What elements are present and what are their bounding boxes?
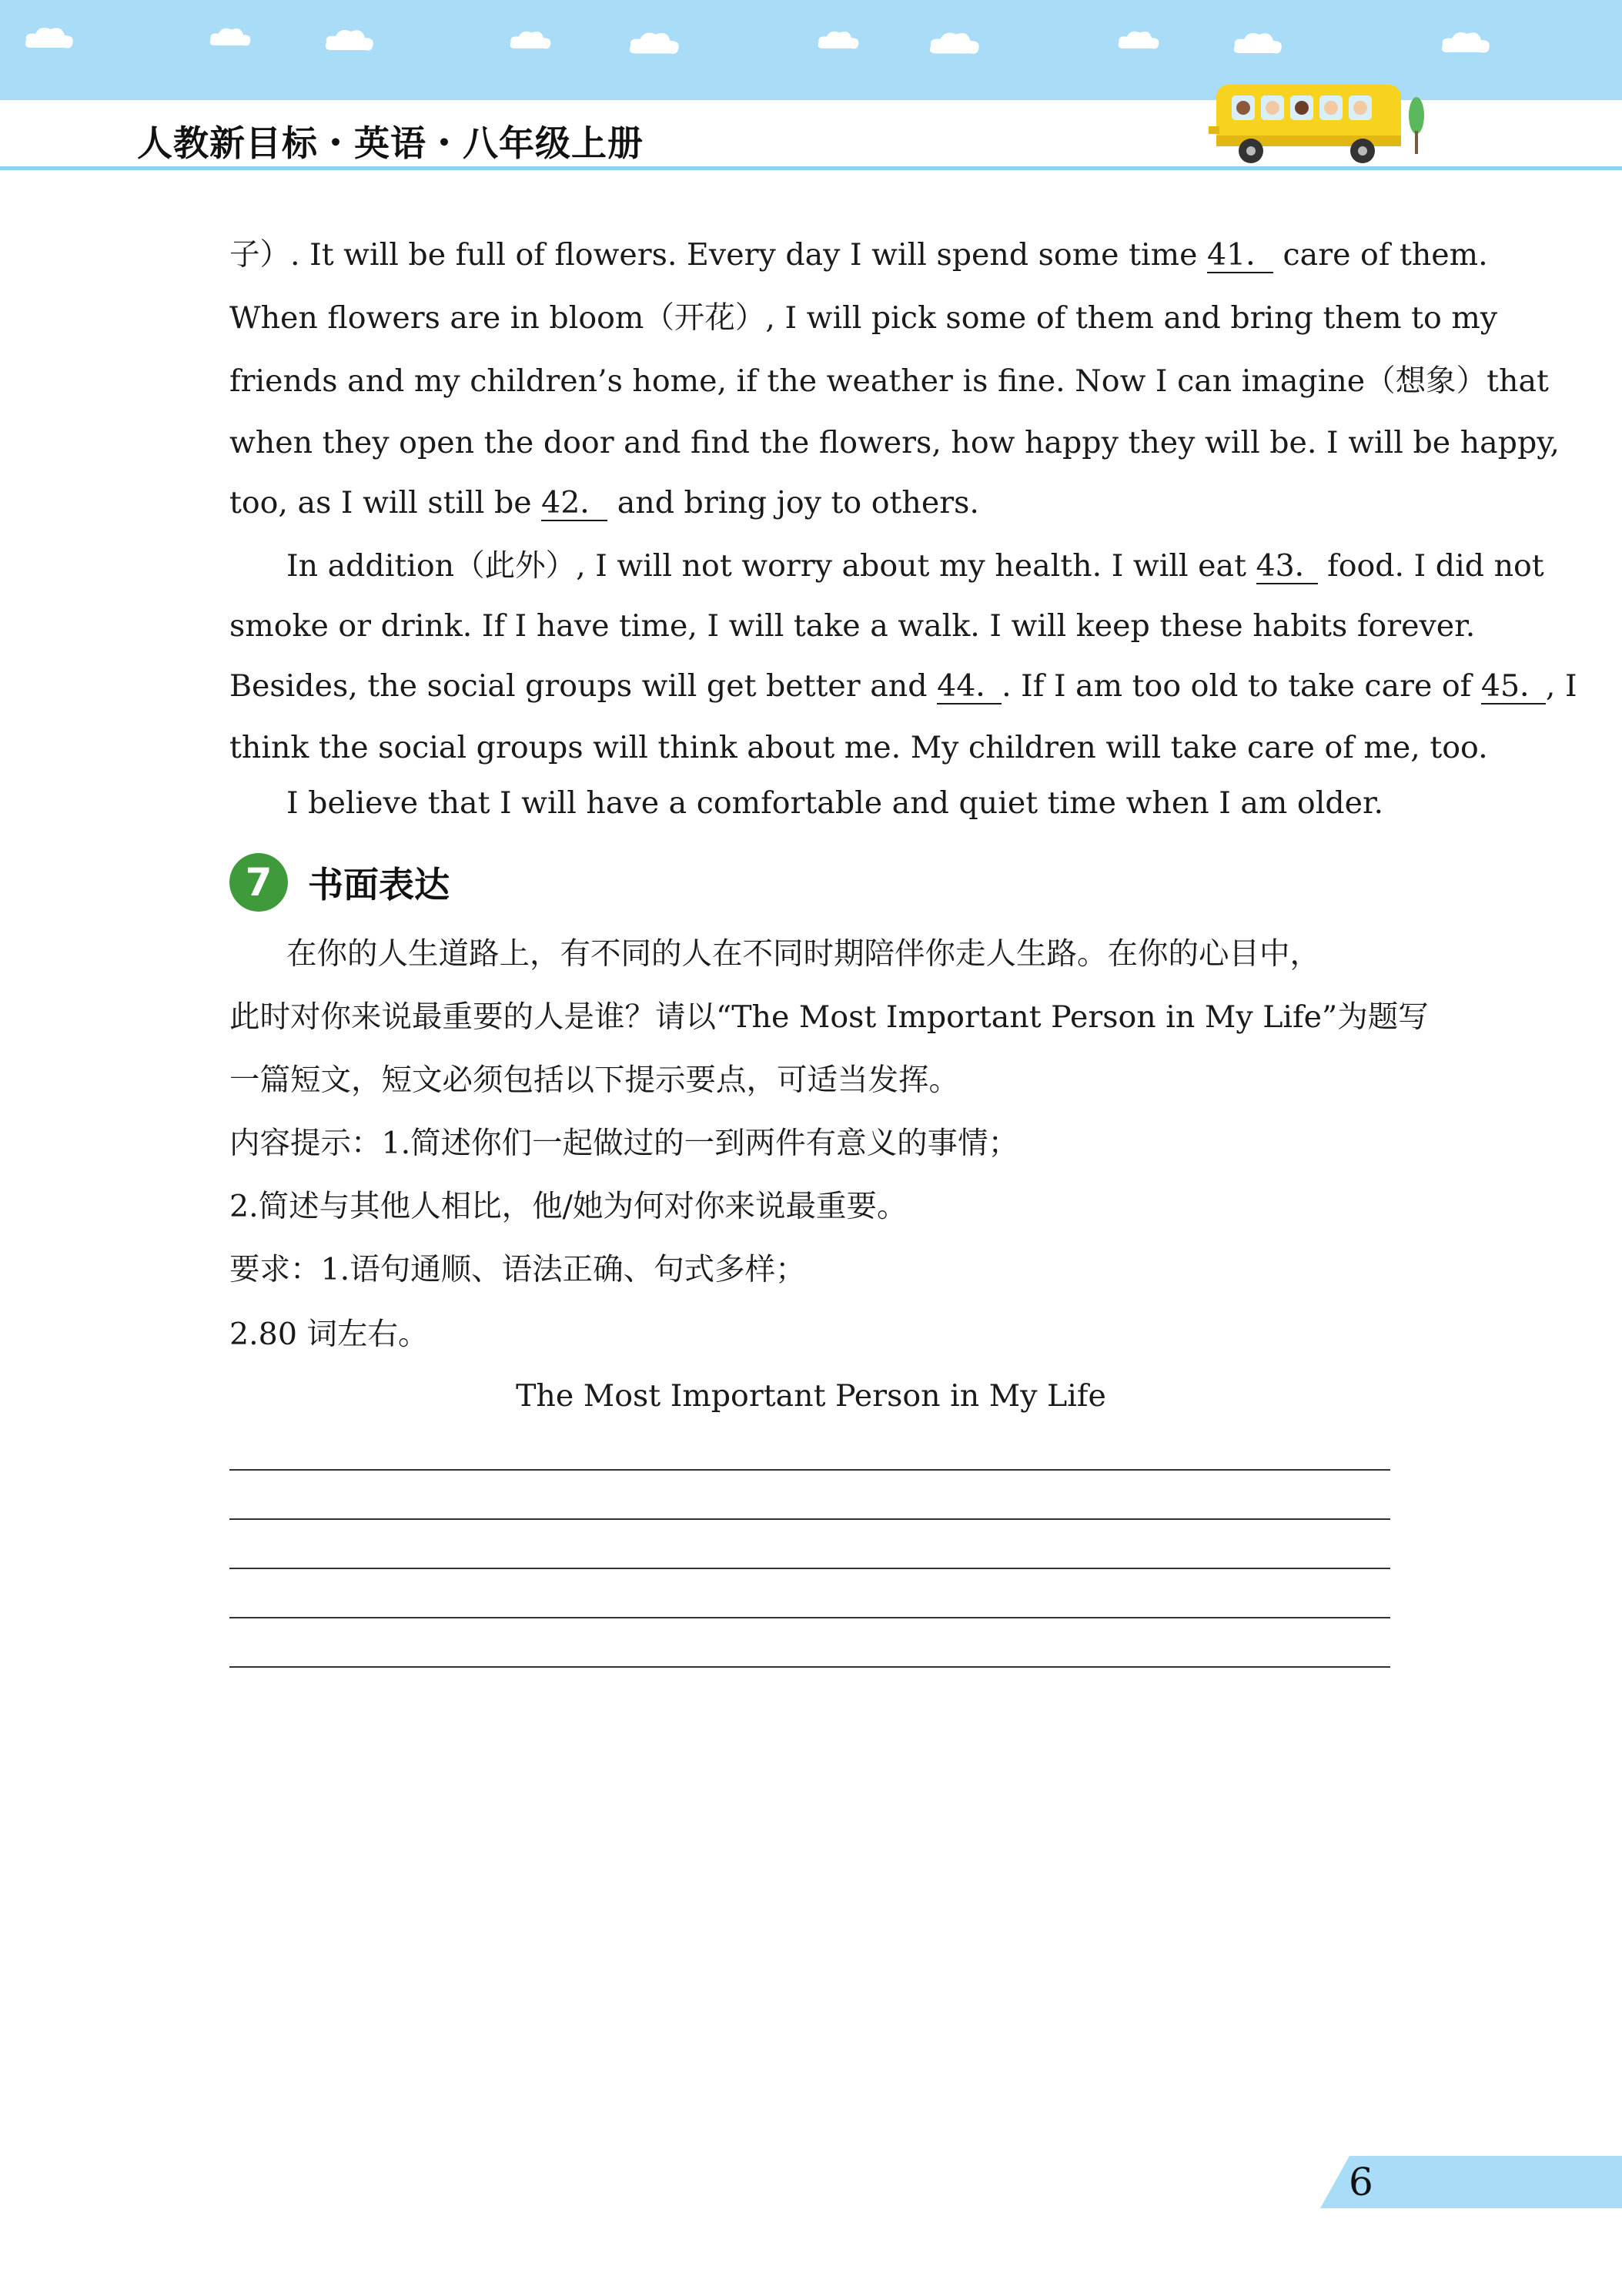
blank-45[interactable]: 45． [1480, 668, 1550, 704]
section-number-badge: 7 [229, 853, 288, 912]
instruction-line: 2.80 词左右。 [229, 1317, 429, 1352]
blank-41[interactable]: 41． [1207, 237, 1276, 273]
passage-line: think the social groups will think about me. My children will take care of me, too. [229, 730, 1488, 765]
blank-42[interactable]: 42． [541, 485, 610, 520]
page-number: 6 [1349, 2160, 1373, 2204]
essay-title: The Most Important Person in My Life [516, 1378, 1106, 1414]
writing-line[interactable] [229, 1469, 1390, 1471]
cloud-icon [323, 22, 377, 57]
passage-line: when they open the door and find the flowers, how happy they will be. I will be happy, [229, 425, 1560, 460]
cloud-icon [928, 25, 983, 60]
passage-line: smoke or drink. If I have time, I will take a walk. I will keep these habits forever. [229, 608, 1476, 644]
writing-line[interactable] [229, 1568, 1390, 1569]
writing-line[interactable] [229, 1518, 1390, 1520]
writing-line[interactable] [229, 1617, 1390, 1618]
cloud-icon [1116, 26, 1162, 52]
passage-line: Besides, the social groups will get better and 44．. If I am too old to take care of 45．, I [229, 668, 1577, 704]
passage-line: When flowers are in bloom（开花）, I will pick some of them and bring them to my [229, 300, 1498, 336]
cloud-icon [816, 26, 862, 52]
series-title: 人教新目标・英语・八年级上册 [137, 122, 644, 164]
section-title: 书面表达 [308, 864, 450, 905]
blank-43[interactable]: 43． [1256, 548, 1326, 584]
instruction-line: 内容提示：1.简述你们一起做过的一到两件有意义的事情； [229, 1126, 1019, 1161]
cloud-icon [1232, 25, 1286, 60]
cloud-icon [208, 23, 254, 49]
passage-line: too, as I will still be 42． and bring joy to others. [229, 485, 979, 520]
instruction-line: 在你的人生道路上，有不同的人在不同时期陪伴你走人生路。在你的心目中， [286, 936, 1320, 972]
instruction-line: 此时对你来说最重要的人是谁？请以“The Most Important Person in My Life”为题写 [229, 999, 1429, 1035]
cloud-icon [508, 26, 554, 52]
blank-44[interactable]: 44． [937, 668, 1006, 704]
instruction-line: 2.简述与其他人相比，他/她为何对你来说最重要。 [229, 1189, 908, 1224]
writing-line[interactable] [229, 1666, 1390, 1668]
passage-line: I believe that I will have a comfortable and quiet time when I am older. [286, 785, 1384, 821]
cloud-icon [23, 22, 77, 52]
cloud-icon [1440, 25, 1493, 59]
instruction-line: 要求：1.语句通顺、语法正确、句式多样； [229, 1252, 806, 1287]
school-bus-icon [1209, 77, 1432, 169]
passage-line: friends and my children’s home, if the weather is fine. Now I can imagine（想象）that [229, 363, 1549, 399]
instruction-line: 一篇短文，短文必须包括以下提示要点，可适当发挥。 [229, 1063, 959, 1098]
passage-line: 子）. It will be full of flowers. Every day I will spend some time 41． care of them. [229, 237, 1488, 273]
passage-line: In addition（此外）, I will not worry about my health. I will eat 43． food. I did not [286, 548, 1544, 584]
cloud-icon [627, 25, 683, 60]
